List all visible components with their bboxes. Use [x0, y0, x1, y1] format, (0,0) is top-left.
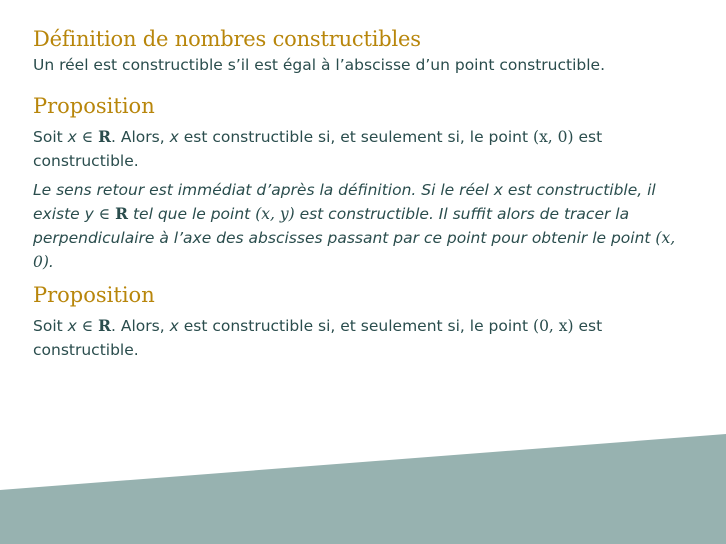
prop2-point: (0, x) — [533, 317, 574, 335]
definition-title: Définition de nombres constructibles — [33, 27, 421, 51]
proposition-block-2 — [33, 282, 693, 362]
prop2-in-symbol: ∈ — [76, 317, 99, 335]
prop2-middle: est constructible si, et seulement si, le point — [178, 317, 534, 335]
proof-part2: est constructible, il existe — [33, 181, 656, 223]
prop1-point: (x, 0) — [533, 128, 574, 146]
prop1-middle: est constructible si, et seulement si, le point — [178, 128, 534, 146]
proposition-2-statement — [33, 314, 693, 362]
proof-var-x: x — [493, 181, 503, 199]
prop1-alors: . Alors, — [111, 128, 170, 146]
prop2-end: est constructible. — [33, 317, 603, 359]
prop1-soit: Soit — [33, 128, 68, 146]
prop1-var-x-2: x — [169, 128, 179, 146]
prop1-in-symbol: ∈ — [76, 128, 99, 146]
proof-var-y: y — [84, 205, 94, 223]
proof-part1: Le sens retour est immédiat d’après la définition. Si le réel — [33, 181, 494, 199]
prop2-var-x-2: x — [169, 317, 179, 335]
prop2-alors: . Alors, — [111, 317, 170, 335]
proof-point-x0: (x, 0) — [33, 229, 676, 271]
proof-part4: est constructible. Il suffit alors de tracer la perpendiculaire à l’axe des abscisses passant par ce point pour obtenir le point — [33, 205, 656, 247]
definition-block — [33, 26, 693, 77]
proposition-2-title: Proposition — [33, 283, 155, 307]
footer-band-shape — [0, 434, 726, 544]
proof-point-xy: (x, y) — [255, 205, 295, 223]
proof-text — [33, 178, 693, 274]
slide-content — [33, 26, 693, 362]
prop1-var-x: x — [67, 128, 77, 146]
prop2-soit: Soit — [33, 317, 68, 335]
proof-part5: . — [48, 253, 54, 271]
proposition-1-statement — [33, 125, 693, 173]
prop1-end: est constructible. — [33, 128, 603, 170]
proof-in-symbol: ∈ — [93, 205, 116, 223]
proposition-1-title: Proposition — [33, 94, 155, 118]
prop2-reals-symbol: R — [98, 316, 112, 335]
definition-text: Un réel est constructible s’il est égal à l’abscisse d’un point constructible. — [33, 56, 606, 74]
prop2-var-x: x — [67, 317, 77, 335]
prop1-reals-symbol: R — [98, 127, 112, 146]
proof-part3: tel que le point — [128, 205, 256, 223]
proposition-block-1 — [33, 93, 693, 274]
proof-reals-symbol: R — [115, 204, 129, 223]
